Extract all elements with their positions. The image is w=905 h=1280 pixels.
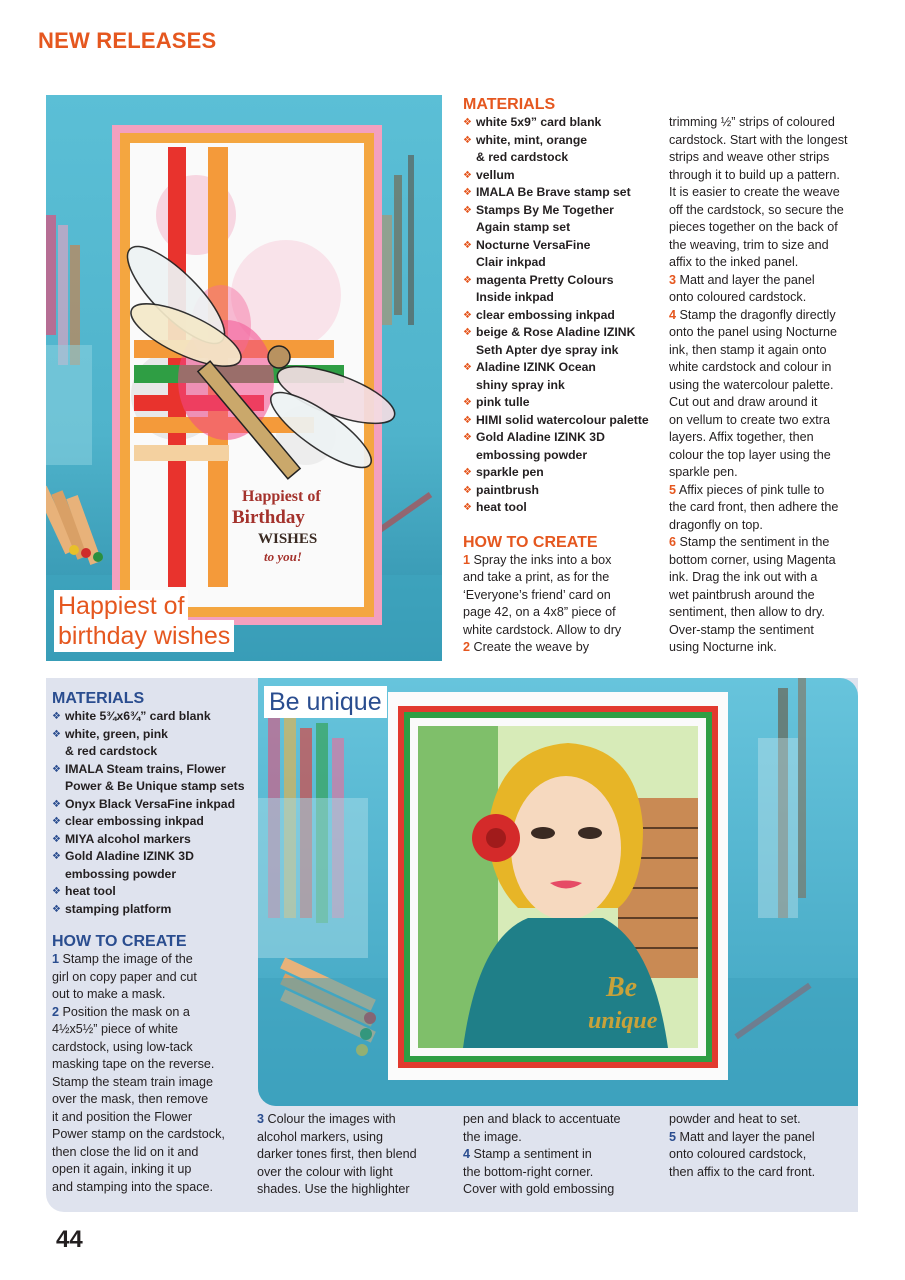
materials-list-item: [52, 901, 248, 919]
materials-column-1: [463, 95, 663, 657]
instruction-line: [52, 986, 248, 1004]
materials-item-text: Power & Be Unique stamp sets: [65, 779, 245, 793]
step-number: 5: [669, 482, 677, 497]
instruction-text: Stamp the image of the: [62, 952, 193, 966]
instruction-line: [669, 307, 864, 325]
materials-list-item: [52, 743, 248, 761]
diamond-bullet-icon: ❖: [52, 886, 61, 897]
instruction-line: [463, 1146, 663, 1164]
instruction-text: and take a print, as for the: [463, 570, 610, 584]
instruction-line: [669, 359, 864, 377]
diamond-bullet-icon: ❖: [463, 239, 472, 251]
instruction-line: [669, 184, 864, 202]
instruction-line: [669, 342, 864, 360]
instruction-line: [257, 1164, 457, 1182]
instruction-line: [669, 639, 864, 657]
instruction-line: [669, 482, 864, 500]
instruction-line: [52, 1039, 248, 1057]
instruction-text: white cardstock and colour in: [669, 360, 832, 374]
diamond-bullet-icon: ❖: [463, 467, 472, 478]
instruction-line: [669, 149, 864, 167]
instruction-line: [669, 272, 864, 290]
instruction-line: [669, 202, 864, 220]
materials-item-text: sparkle pen: [476, 465, 544, 479]
instruction-text: over the mask, then remove: [52, 1092, 209, 1106]
materials-list-item: [52, 761, 248, 779]
materials-item-text: IMALA Be Brave stamp set: [476, 185, 631, 199]
instruction-text: the image.: [463, 1129, 522, 1144]
materials-item-text: clear embossing inkpad: [476, 307, 615, 322]
instruction-line: [669, 1146, 859, 1164]
materials-list: [463, 114, 663, 517]
instruction-line: [257, 1146, 457, 1164]
materials-item-text: Aladine IZINK Ocean: [476, 360, 596, 374]
materials-item-text: Inside inkpad: [476, 290, 554, 304]
materials-list-item: [52, 883, 248, 901]
instruction-text: page 42, on a 4x8” piece of: [463, 605, 616, 619]
step-number: 3: [257, 1112, 265, 1126]
materials-item-text: vellum: [476, 167, 515, 182]
instructions-block: [463, 1111, 663, 1199]
materials-list-item: [463, 359, 663, 377]
instruction-line: [669, 132, 864, 150]
materials-list-item: [52, 866, 248, 884]
materials-column-3: [52, 689, 248, 1196]
instruction-text: pieces together on the back of: [669, 220, 838, 234]
materials-list-item: [52, 831, 248, 849]
materials-item-text: pink tulle: [476, 395, 530, 409]
svg-text:Happiest of: Happiest of: [242, 488, 321, 505]
materials-item-text: MIYA alcohol markers: [65, 831, 191, 846]
instruction-text: It is easier to create the weave: [669, 185, 840, 199]
instruction-line: [669, 569, 864, 587]
instruction-text: using the watercolour palette.: [669, 377, 834, 392]
materials-item-text: HIMI solid watercolour palette: [476, 412, 649, 427]
materials-list-item: [52, 708, 248, 726]
instruction-line: [669, 394, 864, 412]
step-number: 5: [669, 1129, 677, 1144]
materials-list-item: [463, 464, 663, 482]
materials-list-item: [463, 394, 663, 412]
materials-item-text: Seth Apter dye spray ink: [476, 342, 619, 357]
instruction-text: dragonfly on top.: [669, 517, 763, 532]
materials-item-text: magenta Pretty Colours: [476, 272, 614, 287]
instruction-text: Stamp the dragonfly directly: [679, 307, 836, 322]
materials-item-text: & red cardstock: [65, 744, 158, 758]
instruction-text: 4½x5½” piece of white: [52, 1022, 179, 1036]
instruction-line: [52, 1126, 248, 1144]
instruction-text: trimming ½” strips of coloured: [669, 115, 835, 129]
svg-text:Birthday: Birthday: [232, 507, 305, 528]
instruction-text: cardstock, using low-tack: [52, 1039, 193, 1054]
diamond-bullet-icon: ❖: [463, 204, 472, 216]
instruction-line: [669, 1164, 859, 1182]
diamond-bullet-icon: ❖: [52, 903, 61, 915]
birthday-card-photo: [46, 95, 442, 661]
be-unique-card: [388, 692, 728, 1080]
instruction-text: sparkle pen.: [669, 465, 738, 479]
instruction-line: [463, 1181, 663, 1199]
svg-text:Be: Be: [606, 972, 638, 1003]
be-unique-card-photo: [258, 678, 858, 1106]
svg-text:unique: unique: [588, 1008, 658, 1034]
materials-item-text: Gold Aladine IZINK 3D: [476, 430, 605, 444]
diamond-bullet-icon: ❖: [52, 851, 61, 862]
materials-list-item: [463, 289, 663, 307]
instruction-line: [669, 604, 864, 622]
instructions-block: [669, 114, 864, 657]
instruction-text: strips and weave other strips: [669, 150, 830, 164]
diamond-bullet-icon: ❖: [463, 309, 472, 321]
photo-caption: Be unique: [264, 686, 387, 718]
instructions-column-5: [463, 1111, 663, 1199]
materials-item-text: IMALA Steam trains, Flower: [65, 761, 226, 776]
materials-list-item: [463, 202, 663, 220]
materials-list-item: [463, 324, 663, 342]
diamond-bullet-icon: ❖: [463, 397, 472, 408]
instruction-line: [463, 587, 663, 605]
diamond-bullet-icon: ❖: [463, 187, 472, 198]
be-unique-card-illustration: [258, 678, 858, 1106]
materials-list-item: [463, 447, 663, 465]
materials-item-text: Onyx Black VersaFine inkpad: [65, 796, 236, 811]
diamond-bullet-icon: ❖: [463, 117, 472, 128]
materials-list-item: [463, 149, 663, 167]
materials-list-item: [463, 237, 663, 255]
instruction-line: [669, 114, 864, 132]
instruction-text: Colour the images with: [267, 1112, 396, 1126]
instructions-block: [669, 1111, 859, 1181]
materials-item-text: Clair inkpad: [476, 255, 546, 269]
materials-list-item: [463, 377, 663, 395]
diamond-bullet-icon: ❖: [463, 274, 472, 286]
materials-list-item: [463, 342, 663, 360]
instruction-text: bottom corner, using Magenta: [669, 552, 836, 567]
instruction-line: [669, 499, 864, 517]
step-number: 4: [669, 307, 677, 322]
instruction-text: girl on copy paper and cut: [52, 969, 197, 984]
materials-item-text: white, mint, orange: [476, 132, 588, 147]
materials-list-item: [463, 499, 663, 517]
materials-item-text: embossing powder: [65, 866, 177, 881]
instructions-column-2: [669, 114, 864, 657]
materials-item-text: white, green, pink: [65, 726, 168, 741]
instructions-block: [257, 1111, 457, 1199]
instruction-line: [257, 1111, 457, 1129]
instruction-line: [669, 1111, 859, 1129]
materials-list-item: [52, 813, 248, 831]
instruction-line: [669, 324, 864, 342]
instruction-text: open it again, inking it up: [52, 1162, 192, 1176]
instruction-line: [52, 1004, 248, 1022]
diamond-bullet-icon: ❖: [52, 816, 61, 827]
instruction-line: [257, 1181, 457, 1199]
instruction-line: [52, 951, 248, 969]
materials-item-text: Gold Aladine IZINK 3D: [65, 849, 194, 863]
materials-list-item: [463, 254, 663, 272]
instruction-line: [463, 1111, 663, 1129]
instruction-text: Power stamp on the cardstock,: [52, 1127, 225, 1141]
diamond-bullet-icon: ❖: [52, 763, 61, 775]
instruction-text: alcohol markers, using: [257, 1129, 383, 1144]
instruction-line: [669, 289, 864, 307]
instruction-text: Over-stamp the sentiment: [669, 622, 814, 637]
materials-item-text: clear embossing inkpad: [65, 814, 204, 828]
materials-list-item: [52, 726, 248, 744]
materials-heading: MATERIALS: [463, 96, 556, 113]
materials-item-text: white 5x9” card blank: [476, 115, 602, 129]
instruction-line: [669, 219, 864, 237]
diamond-bullet-icon: ❖: [52, 728, 61, 740]
materials-list-item: [52, 796, 248, 814]
instruction-line: [463, 622, 663, 640]
instruction-text: Stamp the sentiment in the: [679, 535, 830, 549]
instruction-line: [669, 517, 864, 535]
instruction-line: [52, 1056, 248, 1074]
step-number: 4: [463, 1147, 471, 1161]
materials-list-item: [463, 184, 663, 202]
materials-item-text: paintbrush: [476, 482, 539, 497]
instruction-text: Matt and layer the panel: [679, 1129, 815, 1144]
instruction-text: off the cardstock, so secure the: [669, 202, 844, 217]
diamond-bullet-icon: ❖: [463, 484, 472, 496]
materials-item-text: heat tool: [65, 884, 116, 898]
materials-list-item: [463, 219, 663, 237]
step-number: 3: [669, 272, 677, 287]
instruction-text: Create the weave by: [473, 640, 590, 654]
diamond-bullet-icon: ❖: [463, 134, 472, 146]
materials-list-item: [463, 114, 663, 132]
materials-list-item: [463, 167, 663, 185]
materials-list: [52, 708, 248, 918]
instruction-line: [669, 412, 864, 430]
instruction-line: [463, 639, 663, 657]
instruction-text: cardstock. Start with the longest: [669, 132, 848, 147]
instruction-text: powder and heat to set.: [669, 1112, 801, 1126]
instruction-line: [669, 1129, 859, 1147]
instruction-text: using Nocturne ink.: [669, 640, 777, 654]
instruction-line: [669, 534, 864, 552]
instruction-text: the weaving, trim to size and: [669, 237, 829, 252]
photo-caption-line-1: Happiest of: [54, 590, 188, 622]
instruction-line: [463, 552, 663, 570]
svg-text:to you!: to you!: [264, 549, 302, 564]
instruction-line: [52, 1161, 248, 1179]
instruction-line: [669, 167, 864, 185]
diamond-bullet-icon: ❖: [52, 833, 61, 845]
instruction-line: [52, 1091, 248, 1109]
instruction-line: [669, 237, 864, 255]
instruction-text: layers. Affix together, then: [669, 430, 814, 444]
instruction-text: onto coloured cardstock.: [669, 290, 807, 304]
instruction-text: the bottom-right corner.: [463, 1164, 594, 1179]
diamond-bullet-icon: ❖: [463, 169, 472, 181]
materials-list-item: [463, 307, 663, 325]
instruction-text: ink. Drag the ink out with a: [669, 570, 818, 584]
instruction-line: [463, 1164, 663, 1182]
instruction-line: [669, 464, 864, 482]
diamond-bullet-icon: ❖: [52, 798, 61, 810]
instruction-text: Stamp the steam train image: [52, 1074, 213, 1089]
diamond-bullet-icon: ❖: [463, 362, 472, 373]
instruction-text: over the colour with light: [257, 1164, 393, 1179]
instruction-text: it and position the Flower: [52, 1109, 193, 1124]
instruction-text: masking tape on the reverse.: [52, 1057, 215, 1071]
materials-list-item: [463, 412, 663, 430]
diamond-bullet-icon: ❖: [463, 432, 472, 443]
instruction-text: white cardstock. Allow to dry: [463, 622, 622, 637]
instruction-text: Affix pieces of pink tulle to: [678, 482, 825, 497]
instruction-text: Stamp a sentiment in: [473, 1147, 592, 1161]
instruction-text: on vellum to create two extra: [669, 412, 830, 427]
step-number: 1: [52, 952, 60, 966]
birthday-card: [112, 125, 401, 625]
instruction-line: [669, 587, 864, 605]
instruction-text: Cut out and draw around it: [669, 395, 818, 409]
instruction-text: onto coloured cardstock,: [669, 1147, 807, 1161]
birthday-card-illustration: [46, 95, 442, 661]
instructions-block: [463, 552, 663, 657]
diamond-bullet-icon: ❖: [463, 502, 472, 513]
materials-list-item: [463, 429, 663, 447]
instruction-line: [463, 604, 663, 622]
instruction-text: Matt and layer the panel: [679, 272, 815, 287]
materials-list-item: [52, 778, 248, 796]
materials-list-item: [463, 132, 663, 150]
instruction-text: pen and black to accentuate: [463, 1112, 621, 1126]
instruction-line: [257, 1129, 457, 1147]
instruction-text: the card front, then adhere the: [669, 500, 839, 514]
materials-item-text: Again stamp set: [476, 220, 571, 234]
materials-list-item: [52, 848, 248, 866]
how-to-create-heading: HOW TO CREATE: [52, 933, 187, 950]
instruction-line: [669, 622, 864, 640]
instruction-text: through it to build up a pattern.: [669, 167, 840, 182]
step-number: 2: [52, 1004, 60, 1019]
instruction-text: shades. Use the highlighter: [257, 1182, 410, 1196]
step-number: 1: [463, 552, 471, 567]
materials-item-text: heat tool: [476, 500, 527, 514]
instruction-text: ‘Everyone’s friend’ card on: [463, 587, 611, 602]
step-number: 2: [463, 640, 471, 654]
instructions-block: [52, 951, 248, 1196]
materials-heading: MATERIALS: [52, 690, 145, 707]
instruction-text: onto the panel using Nocturne: [669, 325, 838, 339]
materials-item-text: stamping platform: [65, 901, 172, 916]
instruction-text: ink, then stamp it again onto: [669, 342, 827, 357]
instruction-line: [52, 1109, 248, 1127]
materials-item-text: embossing powder: [476, 447, 588, 462]
instruction-text: colour the top layer using the: [669, 447, 831, 462]
instruction-text: darker tones first, then blend: [257, 1147, 417, 1161]
instruction-text: and stamping into the space.: [52, 1179, 214, 1194]
instruction-line: [463, 569, 663, 587]
instruction-line: [52, 1144, 248, 1162]
step-number: 6: [669, 535, 677, 549]
instruction-line: [669, 254, 864, 272]
instruction-text: Cover with gold embossing: [463, 1182, 615, 1196]
diamond-bullet-icon: ❖: [52, 711, 61, 722]
materials-list-item: [463, 482, 663, 500]
section-title: NEW RELEASES: [38, 28, 217, 53]
svg-text:WISHES: WISHES: [258, 531, 318, 547]
diamond-bullet-icon: ❖: [463, 414, 472, 426]
instructions-column-4: [257, 1111, 457, 1199]
instruction-text: out to make a mask.: [52, 987, 166, 1001]
instruction-text: sentiment, then allow to dry.: [669, 605, 825, 619]
instruction-line: [669, 377, 864, 395]
instruction-line: [52, 1179, 248, 1197]
how-to-create-heading: HOW TO CREATE: [463, 533, 598, 551]
photo-caption-line-2: birthday wishes: [54, 620, 234, 652]
materials-list-item: [463, 272, 663, 290]
page-number: 44: [56, 1226, 83, 1253]
instruction-text: wet paintbrush around the: [669, 587, 815, 602]
materials-item-text: Stamps By Me Together: [476, 202, 614, 217]
instruction-text: Position the mask on a: [62, 1004, 190, 1019]
instruction-text: then close the lid on it and: [52, 1144, 199, 1159]
instruction-line: [52, 1074, 248, 1092]
materials-item-text: shiny spray ink: [476, 377, 565, 392]
materials-item-text: white 5¾x6¾” card blank: [65, 709, 211, 723]
instruction-line: [669, 552, 864, 570]
materials-item-text: Nocturne VersaFine: [476, 237, 591, 252]
materials-item-text: beige & Rose Aladine IZINK: [476, 325, 636, 339]
instruction-line: [52, 969, 248, 987]
instruction-text: affix to the inked panel.: [669, 255, 799, 269]
instructions-column-6: [669, 1111, 859, 1181]
materials-item-text: & red cardstock: [476, 150, 569, 164]
instruction-line: [669, 429, 864, 447]
instruction-line: [52, 1021, 248, 1039]
instruction-line: [669, 447, 864, 465]
instruction-line: [463, 1129, 663, 1147]
instruction-text: Spray the inks into a box: [473, 552, 612, 567]
instruction-text: then affix to the card front.: [669, 1164, 816, 1179]
diamond-bullet-icon: ❖: [463, 327, 472, 338]
